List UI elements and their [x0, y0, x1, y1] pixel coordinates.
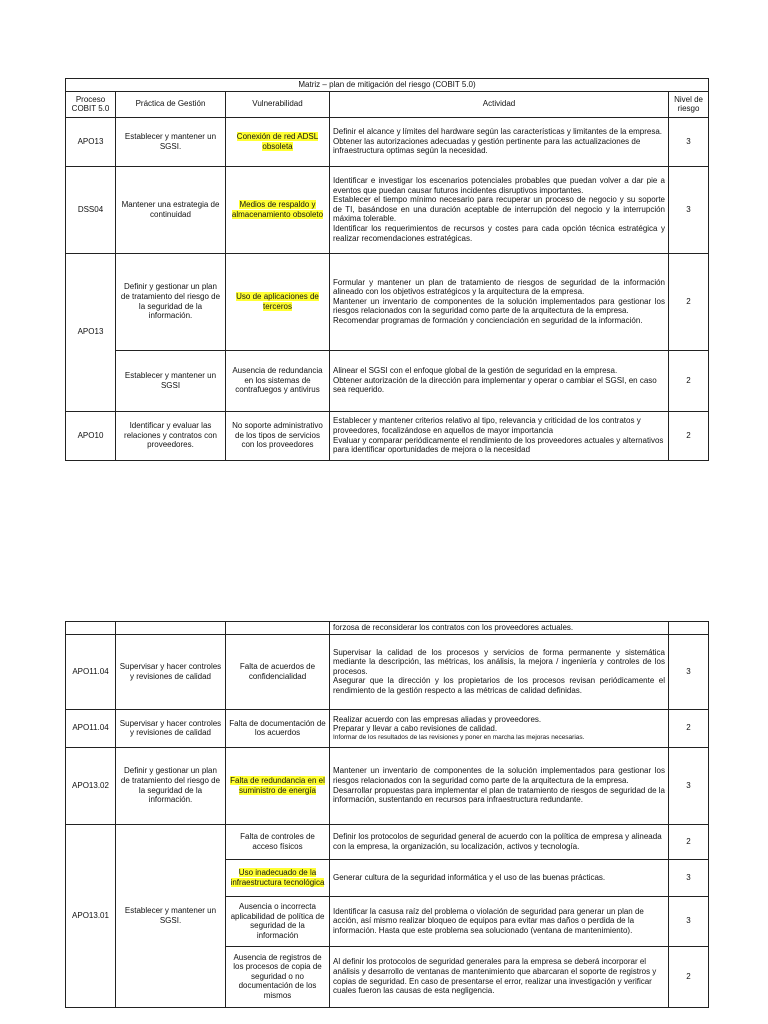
activity-line: Formular y mantener un plan de tratamiento de riesgos de seguridad de la información alineado con los objetivos estratégicos y la arquitectura de la empresa.: [333, 277, 665, 297]
activity-line: Identificar los requerimientos de recursos y costes para cada opción técnica estratégica y realizar recomendaciones estratégicas.: [333, 223, 665, 243]
practica-cell: Establecer y mantener un SGSI.: [116, 117, 226, 166]
actividad-cell: [330, 117, 669, 166]
vulnerabilidad-cell: Ausencia de registros de los procesos de copia de seguridad o no documentación de los mismos: [226, 946, 330, 1007]
practica-cell: Establecer y mantener un SGSI: [116, 350, 226, 411]
table-row: [66, 253, 709, 350]
table-row: [66, 411, 709, 460]
practica-cell: Identificar y evaluar las relaciones y contratos con proveedores.: [116, 411, 226, 460]
table-row: [66, 166, 709, 253]
proceso-cell: APO13: [66, 253, 116, 411]
proceso-cell: APO13.01: [66, 824, 116, 1007]
nivel-cell: 2: [669, 946, 709, 1007]
proceso-cell: APO13: [66, 117, 116, 166]
vulnerabilidad-cell: [226, 117, 330, 166]
nivel-cell: 2: [669, 411, 709, 460]
activity-line: Alinear el SGSI con el enfoque global de la gestión de seguridad en la empresa.: [333, 366, 618, 376]
actividad-cell: [330, 253, 669, 350]
header-nivel: Nivel de riesgo: [669, 91, 709, 117]
actividad-cell: [330, 709, 669, 747]
practica-cell: Mantener una estrategia de continuidad: [116, 166, 226, 253]
activity-line: Obtener las autorizaciones adecuadas y gestión pertinente para las actualizaciones de infraestructura optimas según la necesidad.: [333, 136, 641, 156]
proceso-cell: APO10: [66, 411, 116, 460]
activity-line: Mantener un inventario de componentes de la solución implementados para gestionar los riesgos relacionados con la seguridad como parte de la arquitectura de la empresa.: [333, 766, 665, 785]
activity-line: Preparar y llevar a cabo revisiones de calidad.: [333, 724, 498, 734]
table-title: Matriz – plan de mitigación del riesgo (COBIT 5.0): [66, 79, 709, 92]
nivel-cell: 3: [669, 896, 709, 946]
highlighted-vulnerability: Uso de aplicaciones de terceros: [236, 292, 319, 311]
actividad-cell: [330, 634, 669, 709]
practica-cell: Supervisar y hacer controles y revisiones de calidad: [116, 709, 226, 747]
proceso-cell: DSS04: [66, 166, 116, 253]
nivel-cell: 3: [669, 747, 709, 824]
activity-line: Identificar e investigar los escenarios potenciales probables que puedan volver a dar pie a eventos que puedan causar futuros incidentes disruptivos importantes.: [333, 176, 665, 195]
activity-line: Mantener un inventario de componentes de la solución implementados para gestionar los riesgos relacionados con la seguridad como parte de la arquitectura de la empresa.: [333, 296, 665, 316]
continuation-text: forzosa de reconsiderar los contratos con los proveedores actuales.: [330, 622, 669, 635]
highlighted-vulnerability: Uso inadecuado de la infraestructura tecnológica: [230, 868, 325, 887]
vulnerabilidad-cell: [226, 166, 330, 253]
activity-line: Realizar acuerdo con las empresas aliadas y proveedores.: [333, 714, 542, 724]
activity-line: Supervisar la calidad de los procesos y servicios de forma permanente y sistemática mediante la descripción, las métricas, los análisis, la mejora / ingeniería y controles de los procesos.: [333, 647, 665, 676]
nivel-cell: 3: [669, 166, 709, 253]
actividad-cell: [330, 411, 669, 460]
vulnerabilidad-cell: No soporte administrativo de los tipos de servicios con los proveedores: [226, 411, 330, 460]
continuation-row: [66, 622, 709, 635]
nivel-cell: 3: [669, 117, 709, 166]
vulnerabilidad-cell: Falta de acuerdos de confidencialidad: [226, 634, 330, 709]
nivel-cell: 2: [669, 253, 709, 350]
vulnerabilidad-cell: Falta de controles de acceso físicos: [226, 824, 330, 859]
table-row: [66, 824, 709, 859]
activity-line: Asegurar que la dirección y los propietarios de los procesos revisan periódicamente el rendimiento de la gestión respecto a las métricas de calidad definidas.: [333, 676, 665, 695]
activity-line: Establecer el tiempo mínimo necesario para recuperar un proceso de negocio y su soporte de TI, basándose en una duración aceptable de interrupción del negocio y la interrupción máxima tolerable.: [333, 195, 665, 224]
risk-matrix-table-2: [65, 621, 709, 1008]
header-vulnerabilidad: Vulnerabilidad: [226, 91, 330, 117]
nivel-cell: 3: [669, 634, 709, 709]
actividad-cell: [330, 166, 669, 253]
table-row: [66, 117, 709, 166]
actividad-cell: Al definir los protocolos de seguridad generales para la empresa se deberá incorporar el análisis y desarrollo de ventanas de mantenimiento que abarcaran el soporte de registros y copias de seguridad. En caso de presentarse el error, realizar una investigación y verificar cuales fueron las causas de esta negligencia.: [330, 946, 669, 1007]
practica-cell: Definir y gestionar un plan de tratamiento del riesgo de la seguridad de la información.: [116, 253, 226, 350]
activity-line: Evaluar y comparar periódicamente el rendimiento de los proveedores actuales y alternativos para identificar oportunidades de mejora o la necesidad: [333, 435, 664, 455]
table-row: [66, 634, 709, 709]
actividad-cell: Generar cultura de la seguridad informática y el uso de las buenas prácticas.: [330, 859, 669, 896]
practica-cell: Establecer y mantener un SGSI.: [116, 824, 226, 1007]
vulnerabilidad-cell: Falta de documentación de los acuerdos: [226, 709, 330, 747]
actividad-cell: Definir los protocolos de seguridad general de acuerdo con la política de empresa y alineada con la empresa, la organización, su localización, activos y tecnología.: [330, 824, 669, 859]
nivel-cell: 2: [669, 350, 709, 411]
activity-line: Desarrollar propuestas para implementar el plan de tratamiento de riesgos de seguridad de la información, sustentando en recursos para infraestructura redundante.: [333, 785, 665, 805]
highlighted-vulnerability: Falta de redundancia en el suministro de energía: [230, 776, 325, 795]
vulnerabilidad-cell: Ausencia o incorrecta aplicabilidad de política de seguridad de la información: [226, 896, 330, 946]
nivel-cell: 2: [669, 824, 709, 859]
highlighted-vulnerability: Conexión de red ADSL obsoleta: [236, 132, 319, 151]
header-actividad: Actividad: [330, 91, 669, 117]
proceso-cell: APO13.02: [66, 747, 116, 824]
risk-matrix-table-1: [65, 78, 709, 461]
activity-line: Definir el alcance y límites del hardware según las características y limitantes de la empresa.: [333, 127, 663, 137]
actividad-cell: [330, 747, 669, 824]
activity-line: Recomendar programas de formación y concienciación en seguridad de la información.: [333, 315, 643, 325]
activity-line: Establecer y mantener criterios relativo al tipo, relevancia y criticidad de los contratos y proveedores, focalizándose en aquellos de mayor importancia: [333, 416, 641, 435]
nivel-cell: 2: [669, 709, 709, 747]
vulnerabilidad-cell: [226, 859, 330, 896]
highlighted-vulnerability: Medios de respaldo y almacenamiento obsoleto: [231, 200, 324, 219]
proceso-cell: APO11.04: [66, 634, 116, 709]
header-proceso: Proceso COBIT 5.0: [66, 91, 116, 117]
vulnerabilidad-cell: [226, 747, 330, 824]
table-row: [66, 709, 709, 747]
table-row: [66, 350, 709, 411]
vulnerabilidad-cell: Ausencia de redundancia en los sistemas de contrafuegos y antivirus: [226, 350, 330, 411]
header-practica: Práctica de Gestión: [116, 91, 226, 117]
header-row: [66, 91, 709, 117]
practica-cell: Supervisar y hacer controles y revisiones de calidad: [116, 634, 226, 709]
vulnerabilidad-cell: [226, 253, 330, 350]
actividad-cell: Identificar la casusa raíz del problema o violación de seguridad para generar un plan de acción, así mismo realizar bloqueo de equipos para evitar mas daños o perdida de la información. Hasta que este problema sea solucionado (ventana de mantenimiento).: [330, 896, 669, 946]
activity-line: Obtener autorización de la dirección para implementar y operar o cambiar el SGSI, en caso sea requerido.: [333, 375, 657, 395]
actividad-cell: [330, 350, 669, 411]
practica-cell: Definir y gestionar un plan de tratamiento del riesgo de la seguridad de la información.: [116, 747, 226, 824]
activity-line: Informar de los resultados de las revisiones y poner en marcha las mejoras necesarias.: [333, 733, 585, 741]
proceso-cell: APO11.04: [66, 709, 116, 747]
table-row: [66, 747, 709, 824]
nivel-cell: 3: [669, 859, 709, 896]
